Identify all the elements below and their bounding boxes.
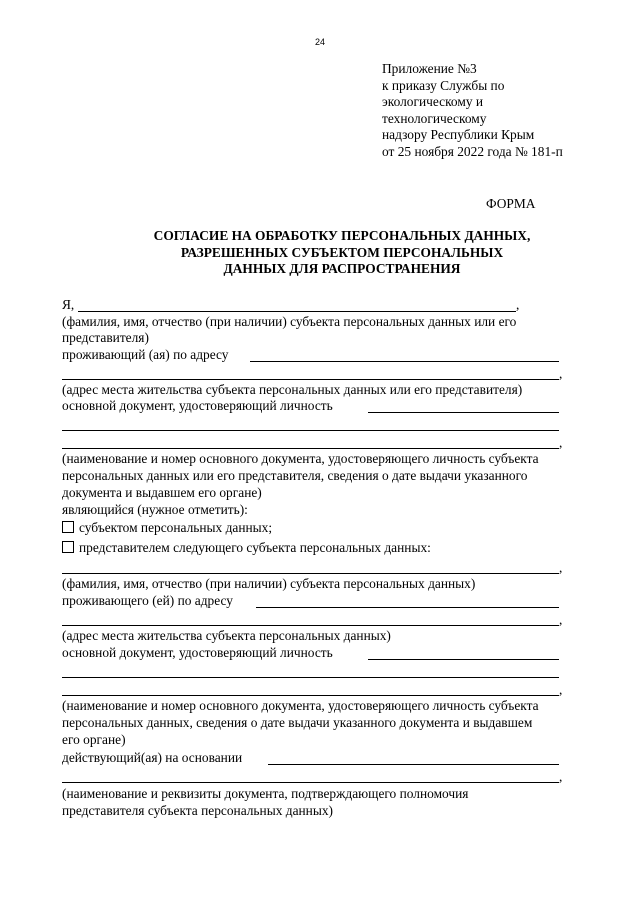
subject-doc-hint: его органе) (62, 732, 126, 747)
checkbox-subject[interactable] (62, 521, 74, 533)
appendix-line: от 25 ноября 2022 года № 181-п (382, 143, 563, 159)
option-representative[interactable] (62, 540, 431, 556)
subject-doc-hint: персональных данных, сведения о дате выдачи указанного документа и выдавшем (62, 715, 533, 730)
fio-field-line (78, 311, 516, 312)
subject-doc-field-line (62, 677, 559, 678)
subject-doc-hint: (наименование и номер основного документа, удостоверяющего личность субъекта (62, 698, 539, 713)
title-line: СОГЛАСИЕ НА ОБРАБОТКУ ПЕРСОНАЛЬНЫХ ДАННЫХ, (153, 228, 531, 243)
appendix-line: к приказу Службы по (382, 77, 505, 93)
appendix-line: технологическому (382, 110, 487, 126)
appendix-header (382, 61, 563, 161)
basis-field-line (62, 782, 559, 783)
option-subject-label: субъектом персональных данных; (79, 520, 273, 535)
subject-main-doc-label: основной документ, удостоверяющий личность (62, 645, 333, 660)
doc-field-line (62, 448, 559, 449)
doc-hint: персональных данных или его представителя, сведения о дате выдачи указанного (62, 468, 528, 483)
basis-field-line (268, 764, 559, 765)
fio-hint: (фамилия, имя, отчество (при наличии) субъекта персональных данных или его (62, 314, 517, 329)
main-doc-label: основной документ, удостоверяющий личность (62, 398, 333, 413)
address-hint: (адрес места жительства субъекта персональных данных или его представителя) (62, 382, 523, 397)
subject-address-field-line (62, 625, 559, 626)
doc-hint: (наименование и номер основного документа, удостоверяющего личность субъекта (62, 451, 539, 466)
subject-address-hint: (адрес места жительства субъекта персональных данных) (62, 628, 391, 643)
comma: , (559, 769, 563, 784)
option-representative-label: представителем следующего субъекта персональных данных: (79, 540, 431, 555)
doc-hint: документа и выдавшем его органе) (62, 485, 262, 500)
title-line: РАЗРЕШЕННЫХ СУБЪЕКТОМ ПЕРСОНАЛЬНЫХ (180, 244, 504, 260)
comma: , (559, 366, 563, 381)
comma: , (516, 297, 520, 312)
fio-hint: представителя) (62, 330, 149, 345)
basis-hint: представителя субъекта персональных данных) (62, 803, 333, 818)
appendix-line: Приложение №3 (382, 61, 477, 76)
acting-basis-label: действующий(ая) на основании (62, 750, 243, 765)
subject-address-field-line (256, 607, 559, 608)
comma: , (559, 435, 563, 450)
title-line: ДАННЫХ ДЛЯ РАСПРОСТРАНЕНИЯ (223, 261, 461, 277)
subject-fio-hint: (фамилия, имя, отчество (при наличии) субъекта персональных данных) (62, 576, 476, 591)
form-label: ФОРМА (486, 196, 536, 211)
appendix-line: надзору Республики Крым (382, 127, 535, 143)
subject-residing-label: проживающего (ей) по адресу (62, 593, 233, 608)
i-prefix: Я, (62, 297, 75, 312)
comma: , (559, 560, 563, 575)
comma: , (559, 612, 563, 627)
basis-hint: (наименование и реквизиты документа, подтверждающего полномочия (62, 786, 469, 801)
subject-doc-field-line (368, 659, 559, 660)
doc-field-line (62, 430, 559, 431)
doc-field-line (368, 412, 559, 413)
address-field-line (250, 361, 559, 362)
subject-doc-field-line (62, 695, 559, 696)
appendix-line: экологическому и (382, 94, 484, 110)
subject-fio-field-line (62, 573, 559, 574)
checkbox-representative[interactable] (62, 541, 74, 553)
address-field-line (62, 379, 559, 380)
comma: , (559, 682, 563, 697)
page-number: 24 (314, 37, 325, 47)
residing-label: проживающий (ая) по адресу (62, 347, 229, 362)
document-title (60, 228, 624, 278)
option-subject[interactable] (62, 520, 272, 536)
being-label: являющийся (нужное отметить): (62, 502, 248, 517)
